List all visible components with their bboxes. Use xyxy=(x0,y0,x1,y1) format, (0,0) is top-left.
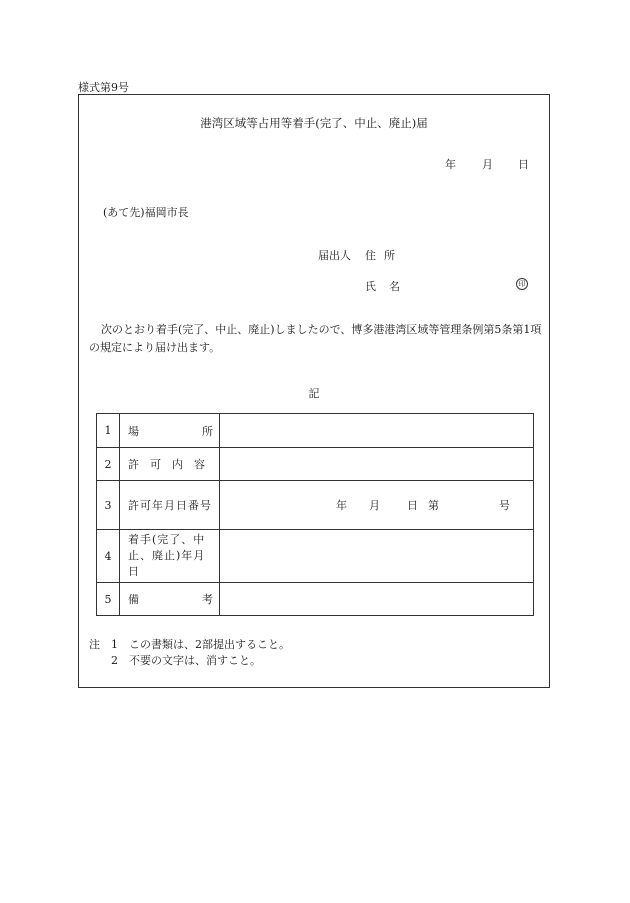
date-day-label: 日 xyxy=(518,158,529,171)
remarks-value[interactable] xyxy=(220,583,534,616)
table-row xyxy=(97,448,534,481)
note-number: 2 xyxy=(111,654,118,667)
note-text: この書類は、2部提出すること。 xyxy=(129,638,290,651)
permit-go: 号 xyxy=(499,499,510,512)
seal-mark: 印 xyxy=(516,278,528,290)
remarks-label-1: 備 xyxy=(128,593,139,606)
date-month-label: 月 xyxy=(482,158,493,171)
permit-month: 月 xyxy=(369,499,380,512)
row-label xyxy=(120,414,220,448)
row-number: 5 xyxy=(97,583,120,616)
row-label xyxy=(120,530,220,583)
row-number: 2 xyxy=(97,448,120,481)
table-row xyxy=(97,481,534,530)
note-text: 不要の文字は、消すこと。 xyxy=(129,654,261,667)
form-number: 様式第9号 xyxy=(78,81,129,94)
permit-year: 年 xyxy=(336,499,347,512)
form-frame xyxy=(78,94,550,688)
table-row xyxy=(97,530,534,583)
notes xyxy=(89,637,290,669)
table-row xyxy=(97,583,534,616)
permit-content-label: 許可内容 xyxy=(128,458,216,471)
ki-heading: 記 xyxy=(308,387,320,400)
permit-content-value[interactable] xyxy=(220,448,534,481)
note-item xyxy=(89,637,290,653)
start-date-value[interactable] xyxy=(220,530,534,583)
note-number: 1 xyxy=(111,638,118,651)
row-label xyxy=(120,481,220,530)
addressee: (あて先)福岡市長 xyxy=(103,206,189,219)
row-number: 1 xyxy=(97,414,120,448)
row-label xyxy=(120,583,220,616)
note-item xyxy=(89,653,290,669)
form-title: 港湾区域等占用等着手(完了、中止、廃止)届 xyxy=(200,116,428,130)
place-label-1: 場 xyxy=(128,424,139,438)
place-label-2: 所 xyxy=(202,424,213,438)
remarks-label-2: 考 xyxy=(202,593,213,606)
table-row xyxy=(97,414,534,448)
permit-day: 日 xyxy=(407,499,418,512)
date-year-label: 年 xyxy=(445,158,456,171)
place-value[interactable] xyxy=(220,414,534,448)
notes-head: 注 xyxy=(89,638,100,651)
row-number: 3 xyxy=(97,481,120,530)
row-number: 4 xyxy=(97,530,120,583)
address-label: 住所 xyxy=(365,249,403,262)
name-label: 氏名 xyxy=(365,280,413,293)
permit-date-label: 許可年月日番号 xyxy=(128,499,212,512)
body-text: 次のとおり着手(完了、中止、廃止)しましたので、博多港港湾区域等管理条例第5条第1項の規定により届け出ます。 xyxy=(89,323,542,354)
permit-dai: 第 xyxy=(428,499,439,512)
items-table xyxy=(96,413,534,616)
permit-date-value[interactable] xyxy=(220,481,534,530)
applicant-label: 届出人 xyxy=(318,249,351,262)
row-label xyxy=(120,448,220,481)
start-date-label: 着手(完了、中止、廃止)年月日 xyxy=(128,533,206,578)
